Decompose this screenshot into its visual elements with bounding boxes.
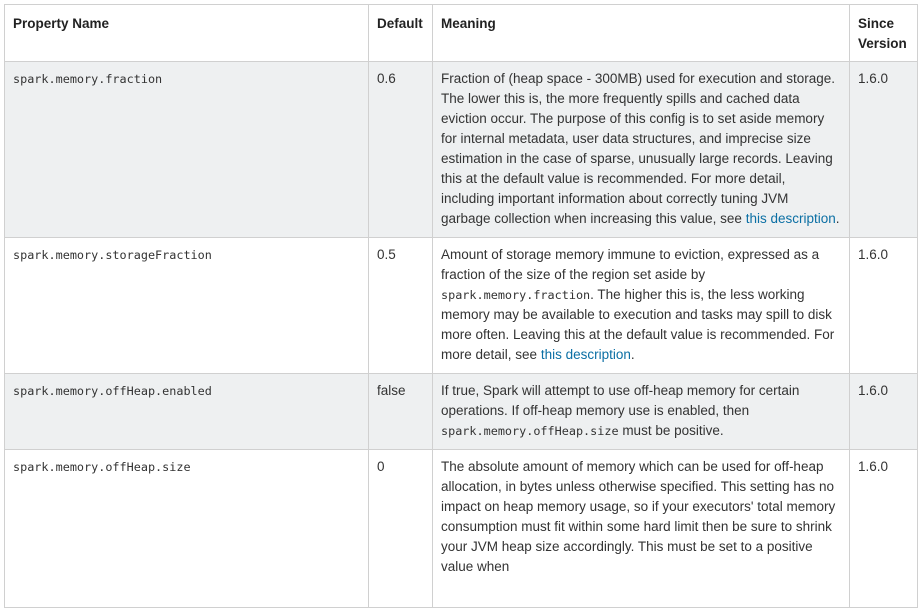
- property-name: spark.memory.storageFraction: [13, 248, 212, 262]
- since-version: 1.6.0: [850, 238, 918, 374]
- property-name-cell: [5, 374, 369, 450]
- property-name: spark.memory.offHeap.size: [13, 460, 191, 474]
- meaning-text: must be positive.: [618, 423, 724, 438]
- header-meaning: Meaning: [433, 5, 850, 62]
- inline-code: spark.memory.fraction: [441, 288, 591, 302]
- description-link[interactable]: this description: [745, 211, 836, 226]
- meaning-cell: [433, 374, 850, 450]
- meaning-text: Fraction of (heap space - 300MB) used for execution and storage. The lower this is, the more frequently spills and cached data eviction occur. The purpose of this config is to set aside memory for internal metadata, user data structures, and imprecise size estimation in the case of sparse, unusually large records. Leaving this at the default value is recommended. For more detail, including important information about correctly tuning JVM garbage collection when increasing this value, see: [441, 71, 835, 226]
- meaning-text: If true, Spark will attempt to use off-heap memory for certain operations. If off-heap memory use is enabled, then: [441, 383, 800, 418]
- meaning-cell: [433, 238, 850, 374]
- property-name-cell: [5, 238, 369, 374]
- inline-code: spark.memory.offHeap.size: [441, 424, 619, 438]
- default-value: 0: [369, 450, 433, 608]
- default-value: 0.5: [369, 238, 433, 374]
- table-header-row: [5, 5, 918, 62]
- header-property-name: Property Name: [5, 5, 369, 62]
- config-table: [4, 4, 918, 608]
- table-row: [5, 238, 918, 374]
- since-version: 1.6.0: [850, 374, 918, 450]
- table-row: [5, 374, 918, 450]
- since-version: 1.6.0: [850, 450, 918, 608]
- property-name: spark.memory.fraction: [13, 72, 163, 86]
- table-row: [5, 450, 918, 608]
- header-since-line1: Since: [858, 16, 895, 31]
- default-value: 0.6: [369, 62, 433, 238]
- header-since-version: [850, 5, 918, 62]
- property-name-cell: [5, 62, 369, 238]
- header-default: Default: [369, 5, 433, 62]
- meaning-cell: [433, 62, 850, 238]
- since-version: 1.6.0: [850, 62, 918, 238]
- meaning-cell: [433, 450, 850, 608]
- meaning-text: . The higher this is, the less working memory may be available to execution and tasks may spill to disk more often. Leaving this at the default value is recommended. For more detail, see: [441, 287, 835, 362]
- table-row: [5, 62, 918, 238]
- meaning-text: Amount of storage memory immune to eviction, expressed as a fraction of the size of the region set aside by: [441, 247, 820, 282]
- header-since-line2: Version: [858, 36, 907, 51]
- description-link[interactable]: this description: [540, 347, 631, 362]
- property-name-cell: [5, 450, 369, 608]
- default-value: false: [369, 374, 433, 450]
- meaning-text: The absolute amount of memory which can be used for off-heap allocation, in bytes unless otherwise specified. This setting has no impact on heap memory usage, so if your executors' total memory consumption must fit within some hard limit then be sure to shrink your JVM heap size accordingly. This must be set to a positive value when: [441, 459, 836, 574]
- property-name: spark.memory.offHeap.enabled: [13, 384, 212, 398]
- meaning-tail: .: [835, 211, 840, 226]
- meaning-tail: .: [630, 347, 635, 362]
